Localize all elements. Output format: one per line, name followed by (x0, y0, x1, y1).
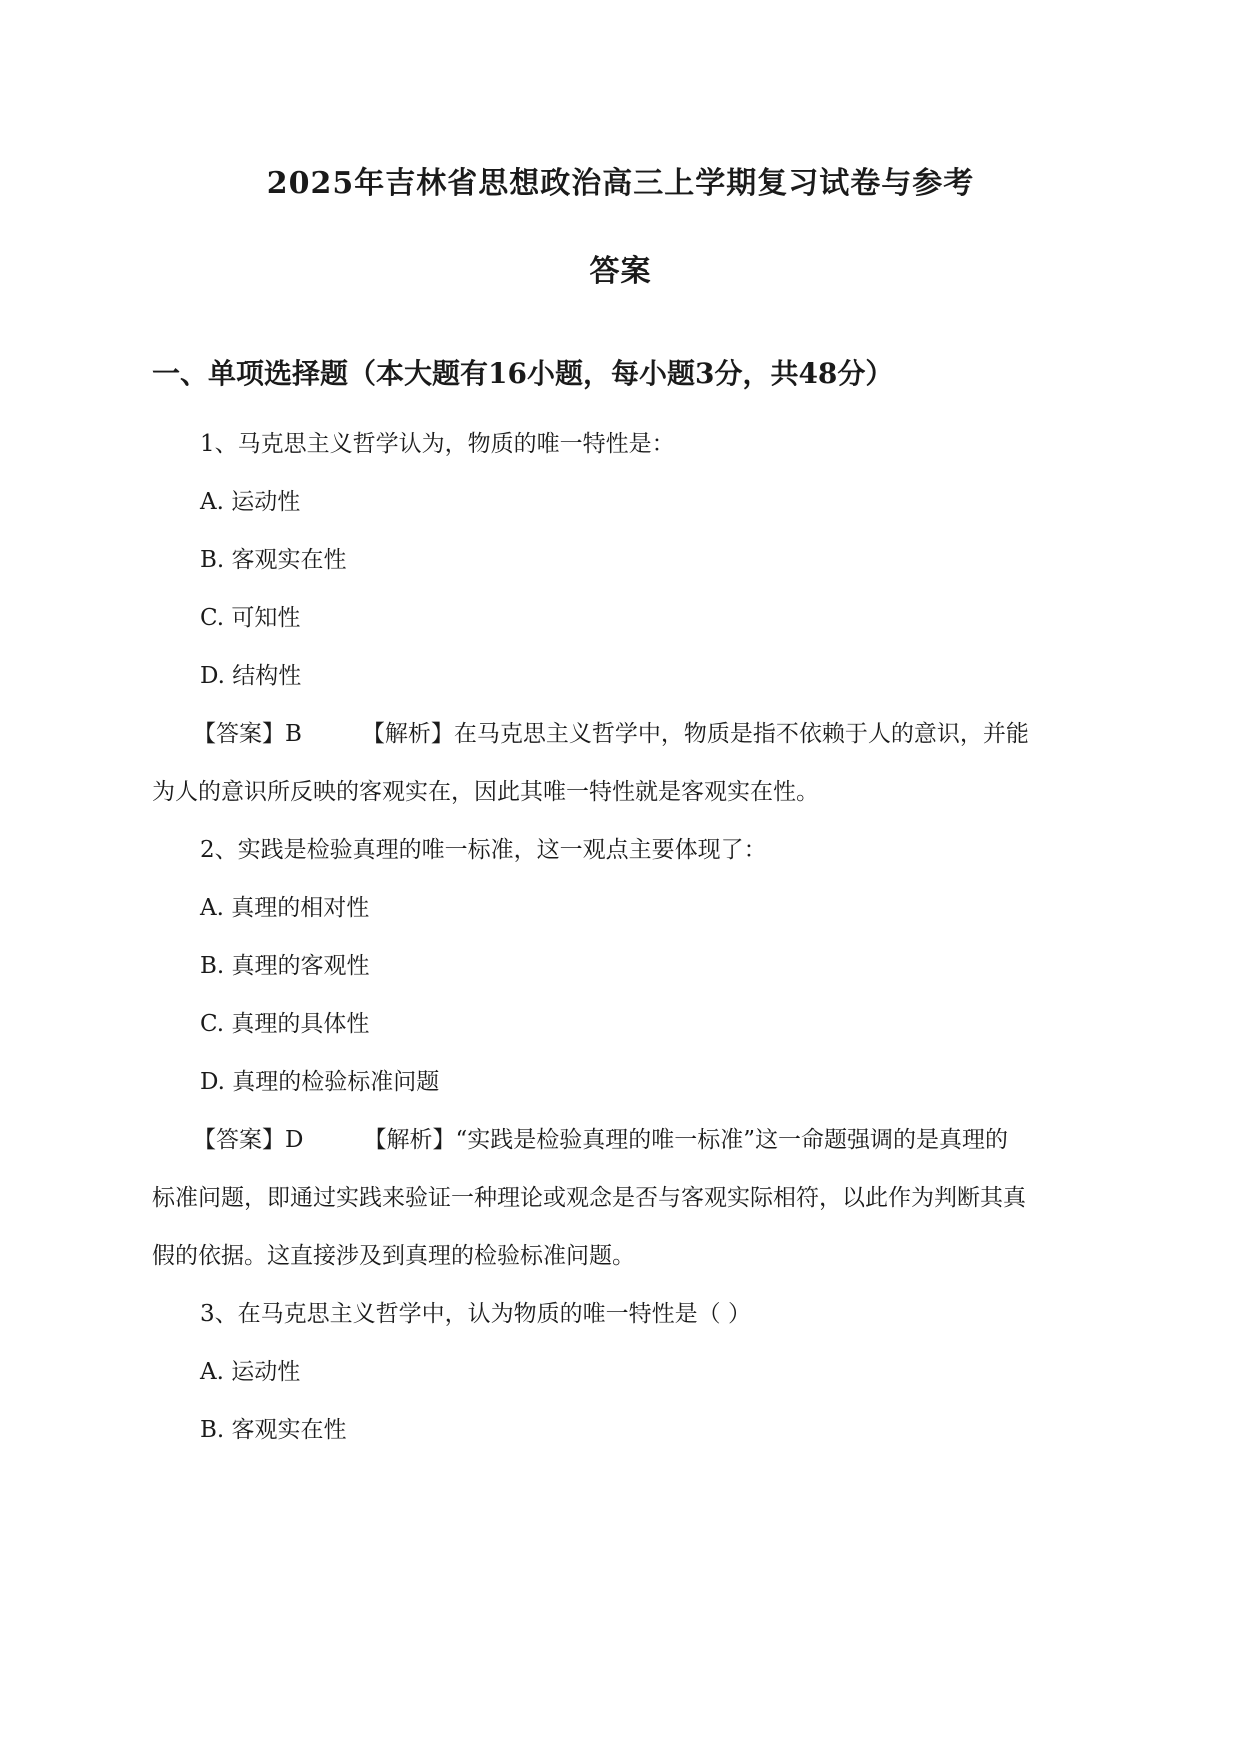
question-2-option-c: C. 真理的具体性 (200, 1011, 370, 1037)
question-1-analysis-line-2: 为人的意识所反映的客观实在，因此其唯一特性就是客观实在性。 (152, 779, 819, 805)
question-1-option-b: B. 客观实在性 (200, 547, 347, 573)
question-2-answer: 【答案】D (193, 1127, 304, 1153)
question-1-stem: 1、马克思主义哲学认为，物质的唯一特性是： (200, 431, 675, 457)
question-1-option-d: D. 结构性 (200, 663, 302, 689)
question-2-stem: 2、实践是检验真理的唯一标准，这一观点主要体现了： (200, 837, 767, 863)
question-3-option-b: B. 客观实在性 (200, 1417, 347, 1443)
document-title-line-1: 2025年吉林省思想政治高三上学期复习试卷与参考 (266, 166, 975, 201)
question-2-analysis-line-2: 标准问题，即通过实践来验证一种理论或观念是否与客观实际相符，以此作为判断其真 (152, 1185, 1026, 1211)
question-1-answer: 【答案】B (193, 721, 302, 747)
document-title-line-2: 答案 (589, 254, 652, 289)
question-3-option-a: A. 运动性 (200, 1359, 301, 1385)
question-2-option-b: B. 真理的客观性 (200, 953, 370, 979)
question-2-analysis-line-1: 【解析】“实践是检验真理的唯一标准”这一命题强调的是真理的 (363, 1127, 1008, 1153)
question-1-answer-row (193, 719, 1029, 749)
question-3-stem: 3、在马克思主义哲学中，认为物质的唯一特性是（ ） (200, 1301, 751, 1327)
question-2-analysis-line-3: 假的依据。这直接涉及到真理的检验标准问题。 (152, 1243, 635, 1269)
section-heading: 一、单项选择题（本大题有16小题，每小题3分，共48分） (152, 357, 894, 390)
question-2-option-d: D. 真理的检验标准问题 (200, 1069, 440, 1095)
question-1-option-c: C. 可知性 (200, 605, 301, 631)
question-2-option-a: A. 真理的相对性 (200, 895, 370, 921)
question-2-answer-row (193, 1125, 1008, 1155)
question-1-option-a: A. 运动性 (200, 489, 301, 515)
question-1-analysis-line-1: 【解析】在马克思主义哲学中，物质是指不依赖于人的意识，并能 (361, 721, 1029, 747)
